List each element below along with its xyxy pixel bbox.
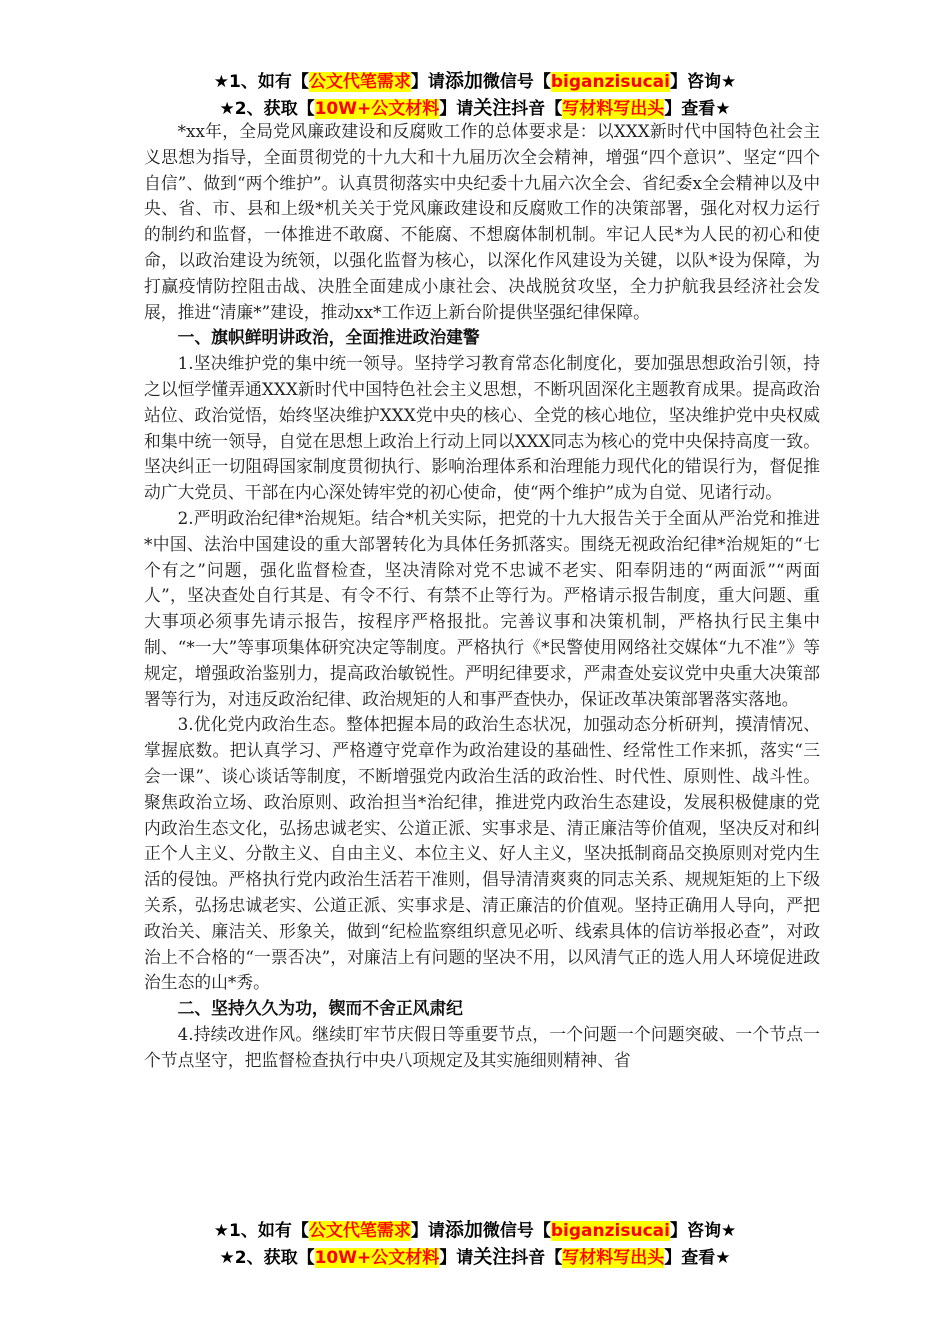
promo-text: 抖音【 <box>511 1248 563 1268</box>
paragraph-2: 2.严明政治纪律*治规矩。结合*机关实际，把党的十九大报告关于全面从严治党和推进*中国、法治中国建设的重大部署转化为具体任务抓落实。围绕无视政治纪律*治规矩的“七个有之”问题，强化监督检查，坚决清除对党不忠诚不老实、阳奉阴违的“两面派”“两面人”，坚决查处自行其是、有令不行、有禁不止等行为。严格请示报告制度，重大问题、重大事项必须事先请示报告，按程序严格报批。完善议事和决策机制，严格执行民主集中制、“*一大”等事项集体研究决定等制度。严格执行《*民警使用网络社交媒体“九不准”》等规定，增强政治鉴别力，提高政治敏锐性。严明纪律要求，严肃查处妄议党中央重大决策部署等行为，对违反政治纪律、政治规矩的人和事严查快办，保证改革决策部署落实落地。 <box>144 507 820 709</box>
highlight-service: 公文代笔需求 <box>308 1221 411 1241</box>
highlight-wechat-id: biganzisucai <box>550 1221 670 1241</box>
highlight-materials: 10W+公文材料 <box>314 1248 440 1268</box>
promo-text: 】咨询★ <box>669 72 737 92</box>
promo-line-1 <box>0 1217 950 1244</box>
promo-text: ★2、获取【 <box>219 99 315 119</box>
promo-line-2 <box>0 1244 950 1271</box>
promo-text: 】请 <box>410 72 445 92</box>
intro-paragraph: *xx年，全局党风廉政建设和反腐败工作的总体要求是：以XXX新时代中国特色社会主义思想为指导，全面贯彻党的十九大和十九届历次全会精神，增强“四个意识”、坚定“四个自信”、做到“两个维护”。认真贯彻落实中央纪委十九届六次全会、省纪委x全会精神以及中央、省、市、县和上级*机关关于党风廉政建设和反腐败工作的决策部署，强化对权力运行的制约和监督，一体推进不敢腐、不能腐、不想腐体制机制。牢记人民*为人民的初心和使命，以政治建设为统领，以强化监督为核心，以深化作风建设为关键，以队*设为保障，为打赢疫情防控阻击战、决胜全面建成小康社会、决战脱贫攻坚，全力护航我县经济社会发展，推进“清廉*”建设，推动xx*工作迈上新台阶提供坚强纪律保障。 <box>144 121 820 322</box>
promo-text: 】咨询★ <box>669 1221 737 1241</box>
promo-emphasis: 关注 <box>473 97 512 119</box>
highlight-service: 公文代笔需求 <box>308 72 411 92</box>
paragraph-3: 3.优化党内政治生态。整体把握本局的政治生态状况，加强动态分析研判，摸清情况、掌握底数。把认真学习、严格遵守党章作为政治建设的基础性、经常性工作来抓，落实“三会一课”、谈心谈话等制度，不断增强党内政治生活的政治性、时代性、原则性、战斗性。聚焦政治立场、政治原则、政治担当*治纪律，推进党内政治生态建设，发展积极健康的党内政治生态文化，弘扬忠诚老实、公道正派、实事求是、清正廉洁等价值观，坚决反对和纠正个人主义、分散主义、自由主义、本位主义、好人主义，坚决抵制商品交换原则对党内生活的侵蚀。严格执行党内政治生活若干准则，倡导清清爽爽的同志关系、规规矩矩的上下级关系，弘扬忠诚老实、公道正派、实事求是、清正廉洁的价值观。坚持正确用人导向，严把政治关、廉洁关、形象关，做到“纪检监察组织意见必听、线索具体的信访举报必查”，对政治上不合格的“一票否决”，对廉洁上有问题的坚决不用，以风清气正的选人用人环境促进政治生态的山*秀。 <box>144 714 820 993</box>
promo-line-2 <box>0 95 950 122</box>
promo-text: 微信号【 <box>482 72 551 92</box>
promo-text: 】查看★ <box>664 99 731 119</box>
section-heading-2: 二、坚持久久为功，锲而不舍正风肃纪 <box>177 998 463 1019</box>
promo-text: 】请 <box>439 99 474 119</box>
section-heading-1: 一、旗帜鲜明讲政治，全面推进政治建警 <box>177 327 480 348</box>
promo-emphasis: 关注 <box>473 1246 512 1268</box>
promo-text: ★1、如有【 <box>213 72 309 92</box>
promo-text: 】查看★ <box>664 1248 731 1268</box>
promo-text: ★2、获取【 <box>219 1248 315 1268</box>
promo-text: 微信号【 <box>482 1221 551 1241</box>
paragraph-4: 4.持续改进作风。继续盯牢节庆假日等重要节点，一个问题一个问题突破、一个节点一个节点坚守，把监督检查执行中央八项规定及其实施细则精神、省 <box>144 1023 820 1070</box>
promo-emphasis: 添加 <box>444 70 483 92</box>
highlight-wechat-id: biganzisucai <box>550 72 670 92</box>
highlight-douyin-account: 写材料写出头 <box>562 1248 665 1268</box>
promo-banner-top <box>0 68 950 122</box>
highlight-materials: 10W+公文材料 <box>314 99 440 119</box>
promo-banner-bottom <box>0 1217 950 1271</box>
promo-text: ★1、如有【 <box>213 1221 309 1241</box>
highlight-douyin-account: 写材料写出头 <box>562 99 665 119</box>
promo-text: 】请 <box>439 1248 474 1268</box>
document-body <box>144 119 820 1073</box>
promo-line-1 <box>0 68 950 95</box>
promo-text: 】请 <box>410 1221 445 1241</box>
paragraph-1: 1.坚决维护党的集中统一领导。坚持学习教育常态化制度化，要加强思想政治引领，持之以恒学懂弄通XXX新时代中国特色社会主义思想，不断巩固深化主题教育成果。提高政治站位、政治觉悟，始终坚决维护XXX党中央的核心、全党的核心地位，坚决维护党中央权威和集中统一领导，自觉在思想上政治上行动上同以XXX同志为核心的党中央保持高度一致。坚决纠正一切阻碍国家制度贯彻执行、影响治理体系和治理能力现代化的错误行为，督促推动广大党员、干部在内心深处铸牢党的初心使命，使“两个维护”成为自觉、见诸行动。 <box>144 353 820 503</box>
promo-text: 抖音【 <box>511 99 563 119</box>
promo-emphasis: 添加 <box>444 1219 483 1241</box>
